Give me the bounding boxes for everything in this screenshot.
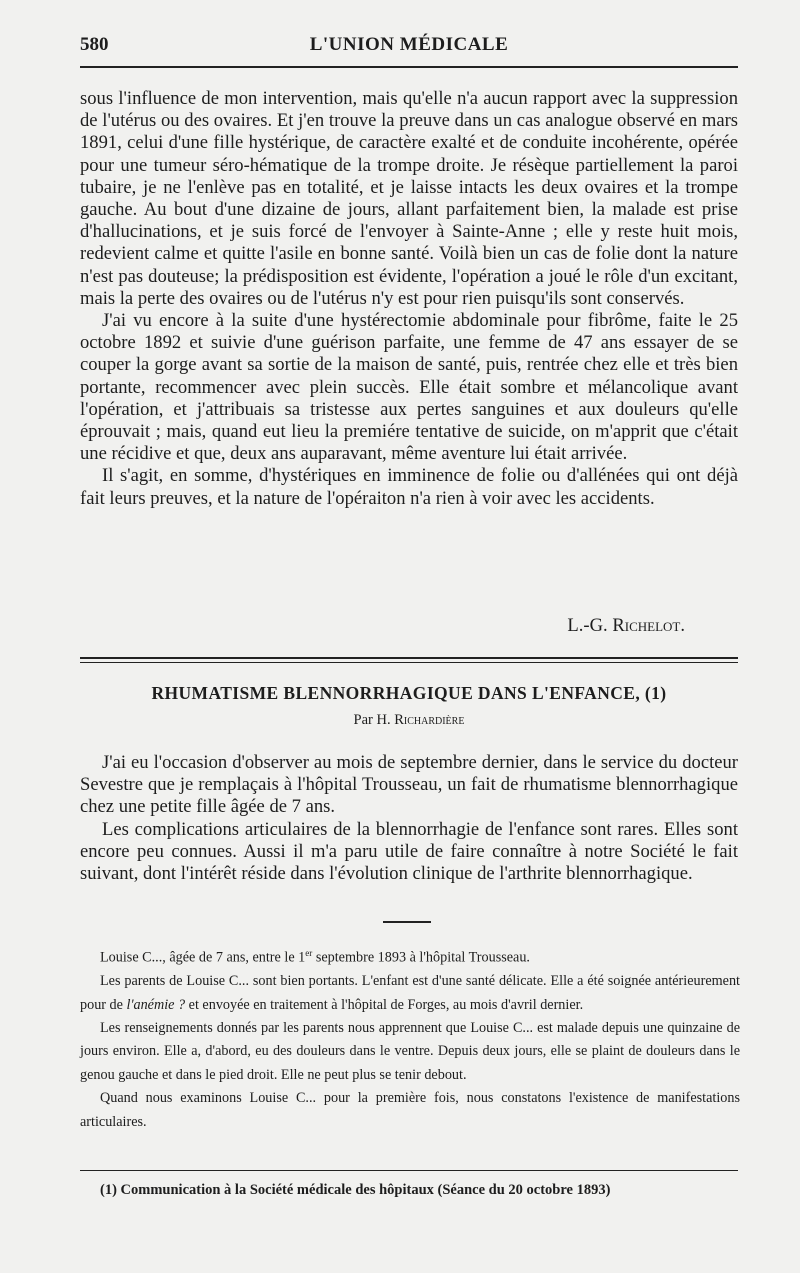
paragraph: Les renseignements donnés par les parents nous apprennent que Louise C... est malade depuis une quinzaine de jours environ. Elle a, d'abord, eu des douleurs dans le ventre. Depuis deux jours, elle se plaint de douleurs dans le genou gauche et dans le pied droit. Elle ne peut plus se tenir debout.	[80, 1019, 740, 1083]
paragraph: Il s'agit, en somme, d'hystériques en imminence de folie ou d'allénées qui ont déjà fait leurs preuves, et la nature de l'opéraiton n'a rien à voir avec les accidents.	[80, 465, 738, 509]
author-name: Richardière	[394, 712, 465, 728]
article-continuation	[80, 88, 738, 510]
page-header	[80, 30, 738, 60]
paragraph: J'ai eu l'occasion d'observer au mois de septembre dernier, dans le service du docteur Sevestre que je remplaçais à l'hôpital Trousseau, un fait de rhumatisme blennorrhagique chez une petite fille âgée de 7 ans.	[80, 752, 738, 818]
footnote: (1) Communication à la Société médicale des hôpitaux (Séance du 20 octobre 1893)	[100, 1182, 611, 1198]
paragraph: Louise C..., âgée de 7 ans, entre le 1er septembre 1893 à l'hôpital Trousseau.	[100, 948, 530, 966]
author-signature: L.-G. Richelot.	[567, 615, 685, 636]
observation-separator	[383, 921, 431, 923]
journal-title: L'UNION MÉDICALE	[309, 34, 509, 55]
article-intro	[80, 752, 738, 885]
clinical-observation	[80, 942, 740, 1134]
article-title: RHUMATISME BLENNORRHAGIQUE DANS L'ENFANCE, (1)	[151, 683, 667, 703]
paragraph: sous l'influence de mon intervention, mais qu'elle n'a aucun rapport avec la suppression de l'utérus ou des ovaires. Et j'en trouve la preuve dans un cas analogue observé en mars 1891, celui d'une fille hystérique, de caractère exalté et de conduite incohérente, opérée pour une tumeur séro-hématique de la trompe droite. Je résèque partiellement la paroi tubaire, je ne l'enlève pas en totalité, et je laisse intacts les deux ovaires et la trompe gauche. Au bout d'une dizaine de jours, allant parfaitement bien, la malade est prise d'hallucinations, et je suis forcé de l'envoyer à Sainte-Anne ; elle y reste huit mois, redevient calme et quitte l'asile en bonne santé. Voilà bien un cas de folie dont la nature n'est pas douteuse; la prédisposition est évidente, l'opération a joué le rôle d'un excitant, mais la perte des ovaires ou de l'utérus n'y est pour rien puisqu'ils sont conservés.	[80, 88, 738, 309]
footnote-rule	[80, 1170, 738, 1171]
page-number: 580	[80, 34, 109, 55]
header-rule	[80, 66, 738, 68]
paragraph: Quand nous examinons Louise C... pour la première fois, nous constatons l'existence de manifestations articulaires.	[80, 1090, 740, 1130]
paragraph: Les parents de Louise C... sont bien portants. L'enfant est d'une santé délicate. Elle a été soignée antérieurement pour de l'anémie ? et envoyée en traitement à l'hôpital de Forges, au mois d'avril dernier.	[80, 973, 740, 1013]
section-double-rule-bottom	[80, 662, 738, 663]
section-double-rule-top	[80, 657, 738, 659]
paragraph: Les complications articulaires de la blennorrhagie de l'enfance sont rares. Elles sont encore peu connues. Aussi il m'a paru utile de faire connaître à notre Société le fait suivant, dont l'intérêt réside dans l'évolution clinique de l'arthrite blennorrhagique.	[80, 818, 738, 885]
paragraph: J'ai vu encore à la suite d'une hystérectomie abdominale pour fibrôme, faite le 25 octobre 1892 et suivie d'une guérison parfaite, une femme de 47 ans essayer de se couper la gorge avant sa sortie de la maison de santé, puis, rentrée chez elle et très bien portante, recommencer avec plein succès. Elle était sombre et mélancolique avant l'opération, et j'attribuais sa tristesse aux pertes sanguines et aux douleurs qu'elle éprouvait ; mais, quand eut lieu la premiére tentative de suicide, on m'apprit que c'était une récidive et que, deux ans auparavant, même aventure lui était arrivée.	[80, 310, 738, 465]
article-author: Par H. Richardière	[353, 712, 465, 728]
